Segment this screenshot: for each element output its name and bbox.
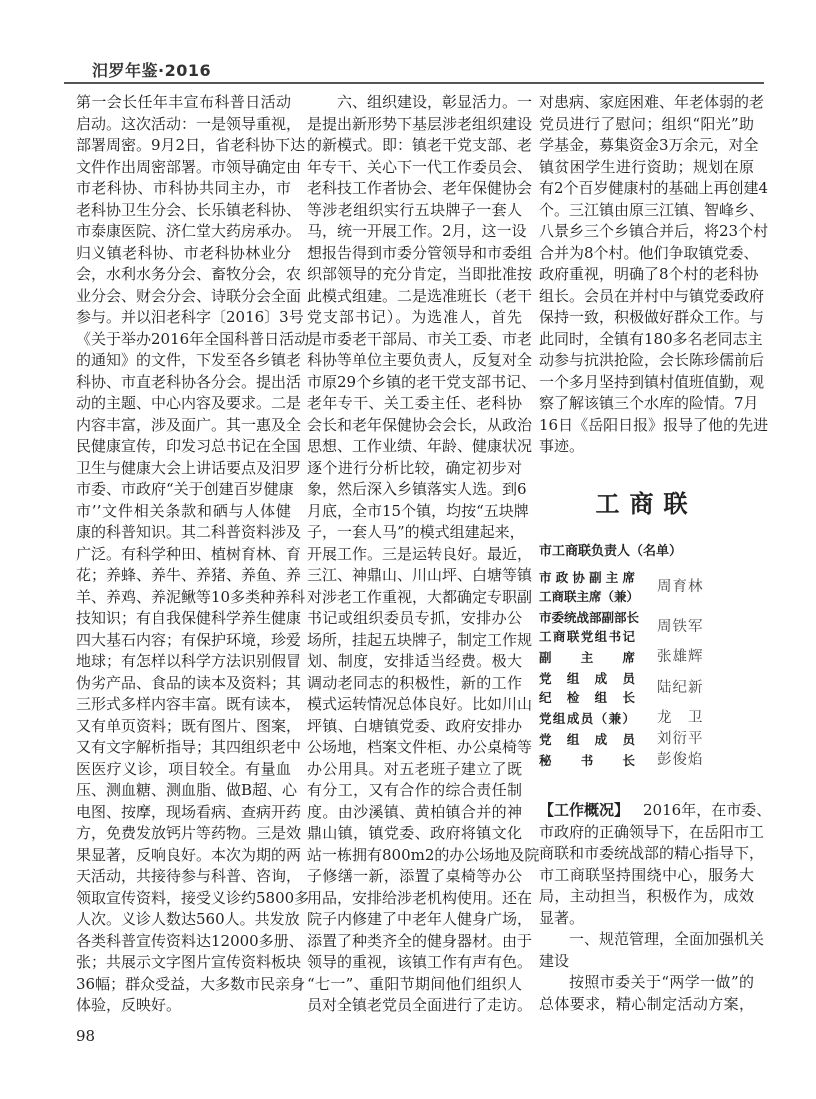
text-line: 对涉老工作重视，大都确定专职副 xyxy=(307,587,533,606)
text-line: 书记或组织委员专抓，安排办公 xyxy=(307,609,522,627)
text-line: 镇贫困学生进行资助；规划在原 xyxy=(539,157,754,176)
text-line: 公场地，档案文件柜、办公桌椅等 xyxy=(307,738,533,756)
position-line: 工商联党组书记 xyxy=(539,629,635,644)
text-line: 开展工作。三是运转良好。最近， xyxy=(307,544,533,563)
text-line: 领取宣传资料，接受义诊约5800多 xyxy=(76,888,310,907)
text-line: 启动。这次活动：一是领导重视， xyxy=(76,114,302,133)
overview-tag: 【工作概况】 xyxy=(539,801,630,819)
text-line: 市工商联坚持围绕中心，服务大 xyxy=(539,865,754,884)
text-line: 八景乡三个乡镇合并后，将23个村 xyxy=(539,222,769,240)
text-line: 四大基石内容；有保护环境，珍爱 xyxy=(76,630,302,649)
text-line: 坪镇、白塘镇党委、政府安排办 xyxy=(307,716,522,735)
text-line: 会，水利水务分会、畜牧分会，农 xyxy=(76,265,302,283)
position-line: 党组成员 xyxy=(539,671,635,686)
text-line: 16日《岳阳日报》报导了他的先进 xyxy=(539,415,769,434)
page-number: 98 xyxy=(76,1027,96,1045)
text-line: 思想、工作业绩、年龄、健康状况 xyxy=(307,437,533,455)
overview-text xyxy=(539,800,772,1015)
roster-row xyxy=(539,648,754,667)
roster-heading: 市工商联负责人（名单） xyxy=(539,544,683,559)
roster-position xyxy=(539,568,640,606)
text-line: 员对全镇老党员全面进行了走访。 xyxy=(307,996,533,1014)
text-line: 动参与抗洪抢险，会长陈珍儒前后 xyxy=(539,351,765,369)
text-line: 调动老同志的积极性，新的工作 xyxy=(307,673,522,692)
text-line: 此同时，全镇有180多名老同志主 xyxy=(539,329,763,348)
text-line: 老科技工作者协会、老年保健协会 xyxy=(307,179,533,197)
text-line: 业分会、财会分会、诗联分会全面 xyxy=(76,286,302,305)
leader-roster xyxy=(539,568,754,772)
text-line: “七一”、重阳节期间他们组织人 xyxy=(307,974,522,993)
text-line: 科协等单位主要负责人，反复对全 xyxy=(307,351,533,369)
text-line: 市政府的正确领导下，在岳阳市工 xyxy=(539,822,765,841)
text-line: 体验，反映好。 xyxy=(76,996,182,1014)
text-line: 年专干、关心下一代工作委员会、 xyxy=(307,157,533,176)
section-title: 工商联 xyxy=(595,489,698,518)
text-line: 又有单页资料；既有图片、图案， xyxy=(76,716,302,735)
text-line: 各类科普宣传资料达12000多册、 xyxy=(76,931,304,950)
text-line xyxy=(539,800,772,822)
text-line: 市老科协、市科协共同主办，市 xyxy=(76,179,291,197)
text-line: 三江、神鼎山、川山坪、白塘等镇 xyxy=(307,566,533,584)
text-line: 总体要求，精心制定活动方案， xyxy=(539,994,754,1013)
roster-row xyxy=(539,669,754,707)
text-line: 文件作出周密部署。市领导确定由 xyxy=(76,157,302,176)
position-line: 党组成员（兼） xyxy=(539,711,635,726)
text-line: 医医疗义诊，项目较全。有量血 xyxy=(76,759,291,778)
text-line: 按照市委关于“两学一做”的 xyxy=(569,973,754,991)
text-line: 张；共展示文字图片宣传资料板块 xyxy=(76,953,302,971)
text-line: 用品，安排给涉老机构使用。还在 xyxy=(307,888,533,907)
text-line: 民健康宣传，印发习总书记在全国 xyxy=(76,437,302,455)
roster-name: 陆纪新 xyxy=(657,679,704,696)
text-line: 逐个进行分析比较，确定初步对 xyxy=(307,458,522,477)
roster-position xyxy=(539,669,635,707)
text-line: 电图、按摩，现场看病、查病开药 xyxy=(76,802,302,821)
text-line: 是市委老干部局、市关工委、市老 xyxy=(307,329,533,348)
text-line: 的通知》的文件，下发至各乡镇老 xyxy=(76,351,302,369)
text-line: 归义镇老科协、市老科协林业分 xyxy=(76,243,291,262)
text-line: 站一栋拥有800m2的办公场地及院 xyxy=(307,845,540,864)
text-line: 织部领导的充分肯定，当即批准按 xyxy=(307,265,533,283)
text-line: 科协、市直老科协各分会。提出活 xyxy=(76,372,302,391)
roster-row xyxy=(539,730,754,749)
text-line: 市委、市政府“关于创建百岁健康 xyxy=(76,480,294,498)
text-line: 学基金，募集资金3万余元，对全 xyxy=(539,136,759,154)
text-line: 度。由沙溪镇、黄柏镇合并的神 xyxy=(307,802,522,821)
roster-row xyxy=(539,608,754,646)
text-line: 个。三江镇由原三江镇、智峰乡、 xyxy=(539,200,765,219)
text-line: 领导的重视，该镇工作有声有色。 xyxy=(307,953,533,971)
text-line: 一、规范管理，全面加强机关 xyxy=(569,930,765,948)
text-line: 果显著，反响良好。本次为期的两 xyxy=(76,845,302,864)
text-line: 显著。 xyxy=(539,908,585,927)
roster-position xyxy=(539,730,635,749)
text-line: 合并为8个村。他们争取镇党委、 xyxy=(539,243,759,262)
roster-row xyxy=(539,751,754,770)
text-line: 广泛。有科学种田、植树育林、育 xyxy=(76,544,302,563)
text-line: 添置了种类齐全的健身器材。由于 xyxy=(307,931,533,950)
text-line: 商联和市委统战部的精心指导下， xyxy=(539,844,765,862)
text-line: 天活动，共接待参与科普、咨询， xyxy=(76,867,302,885)
text-line: 保持一致，积极做好群众工作。与 xyxy=(539,308,765,326)
text-line: 老年专干、关工委主任、老科协 xyxy=(307,394,522,412)
text-line: 党员进行了慰问；组织“阳光”助 xyxy=(539,114,754,133)
text-line: 场所，挂起五块牌子，制定工作规 xyxy=(307,630,533,649)
text-line: 羊、养鸡、养泥鳅等10多类种养科 xyxy=(76,587,306,606)
text-line: 想报告得到市委分管领导和市委组 xyxy=(307,243,533,262)
column-2 xyxy=(307,92,540,1017)
position-line: 市委统战部副部长 xyxy=(539,610,640,625)
text-line: 老科协卫生分会、长乐镇老科协、 xyxy=(76,200,302,219)
text-line: 有分工，又有合作的综合责任制 xyxy=(307,781,522,799)
text-line: 技知识；有自我保健科学养生健康 xyxy=(76,609,302,627)
text-line: 参与。并以汨老科字〔2016〕3号 xyxy=(76,308,304,326)
text-line: 市泰康医院、济仁堂大药房承办。 xyxy=(76,222,302,240)
text-line: 人次。义诊人数达560人。共发放 xyxy=(76,910,300,928)
roster-name: 龙 卫 xyxy=(657,710,704,726)
text-line: 鼎山镇，镇党委、政府将镇文化 xyxy=(307,824,522,842)
column-1 xyxy=(76,92,310,1017)
text-line: 党支部书记）。为选准人，首先 xyxy=(307,308,522,326)
text-line: 院子内修建了中老年人健身广场， xyxy=(307,910,533,928)
text-line: 的新模式。即：镇老干党支部、老 xyxy=(307,136,533,154)
text-line: 月底，全市15个镇，均按“五块牌 xyxy=(307,501,529,520)
text-line: 子，一套人马”的模式组建起来， xyxy=(307,523,525,541)
text-line: 事迹。 xyxy=(539,437,585,455)
text-line: 部署周密。9月2日，省老科协下达 xyxy=(76,136,306,154)
roster-name: 刘衍平 xyxy=(657,731,704,747)
roster-row xyxy=(539,568,754,606)
text-line: 建设 xyxy=(539,951,570,970)
roster-name: 周育林 xyxy=(657,578,704,595)
text-line: 模式运转情况总体良好。比如川山 xyxy=(307,695,533,713)
roster-row xyxy=(539,709,754,728)
text-line: 方，免费发放钙片等药物。三是效 xyxy=(76,824,302,842)
position-line: 工商联主席（兼） xyxy=(539,589,640,604)
header-rule xyxy=(64,82,764,84)
text-line: 有2个百岁健康村的基础上再创建4 xyxy=(539,179,769,197)
text-line: 对患病、家庭困难、年老体弱的老 xyxy=(539,93,765,111)
text-line: 政府重视，明确了8个村的老科协 xyxy=(539,265,759,283)
text-line: 压、测血糖、测血脂、做B超、心 xyxy=(76,781,298,799)
text-line: 是提出新形势下基层涉老组织建设 xyxy=(307,114,533,133)
text-line: 马，统一开展工作。2月，这一设 xyxy=(307,222,527,240)
text-line: 会长和老年保健协会会长，从政治 xyxy=(307,415,533,434)
position-line: 纪检组长 xyxy=(539,690,635,705)
text-line: 办公用具。对五老班子建立了既 xyxy=(307,759,522,778)
text-line: 六、组织建设，彰显活力。一 xyxy=(337,93,533,111)
roster-name: 张雄辉 xyxy=(657,649,704,665)
text-line: 一个多月坚持到镇村值班值勤，观 xyxy=(539,372,765,391)
text-line: 内容丰富，涉及面广。其一惠及全 xyxy=(76,415,302,434)
roster-position xyxy=(539,608,640,646)
text-line: 等涉老组织实行五块牌子一套人 xyxy=(307,200,522,219)
position-line: 秘书长 xyxy=(539,753,635,768)
running-header: 汨罗年鉴·2016 xyxy=(92,61,212,80)
roster-name: 彭俊焰 xyxy=(657,752,704,768)
text-line: 组长。会员在并村中与镇党委政府 xyxy=(539,286,765,305)
text-line: 象，然后深入乡镇落实人选。到6 xyxy=(307,480,527,498)
column-3 xyxy=(539,92,769,458)
position-line: 党组成员 xyxy=(539,732,635,747)
text-fragment: 2016年，在市委、 xyxy=(643,801,772,819)
text-line: 三形式多样内容丰富。既有读本， xyxy=(76,695,302,713)
text-line: 察了解该镇三个水库的险情。7月 xyxy=(539,394,759,412)
text-line: 卫生与健康大会上讲话要点及汨罗 xyxy=(76,458,302,477)
text-line: 第一会长任年丰宣布科普日活动 xyxy=(76,93,291,111)
text-line: 花；养蜂、养牛、养猪、养鱼、养 xyxy=(76,566,302,584)
text-line: 地球；有怎样以科学方法识别假冒 xyxy=(76,652,302,670)
roster-name: 周铁军 xyxy=(657,618,704,635)
text-line: 市’’文件相关条款和硒与人体健 xyxy=(76,501,291,520)
text-line: 《关于举办2016年全国科普日活动 xyxy=(76,329,310,348)
text-line: 局，主动担当，积极作为，成效 xyxy=(539,887,754,905)
text-line: 此模式组建。二是选准班长（老干 xyxy=(307,286,533,305)
roster-position xyxy=(539,751,635,770)
text-line: 36幅；群众受益，大多数市民亲身 xyxy=(76,974,306,993)
text-line: 又有文字解析指导；其四组织老中 xyxy=(76,738,302,756)
text-line: 伪劣产品、食品的读本及资料；其 xyxy=(76,673,302,692)
text-line: 动的主题、中心内容及要求。二是 xyxy=(76,394,302,412)
text-line: 市原29个乡镇的老干党支部书记、 xyxy=(307,372,537,391)
text-line: 划、制度，安排适当经费。极大 xyxy=(307,652,522,670)
position-line: 市政协副主席 xyxy=(539,570,635,585)
roster-position xyxy=(539,648,635,667)
text-line: 康的科普知识。其二科普资料涉及 xyxy=(76,523,302,541)
position-line: 副主席 xyxy=(539,650,635,665)
roster-position xyxy=(539,709,635,728)
text-line: 子修缮一新，添置了桌椅等办公 xyxy=(307,867,522,885)
